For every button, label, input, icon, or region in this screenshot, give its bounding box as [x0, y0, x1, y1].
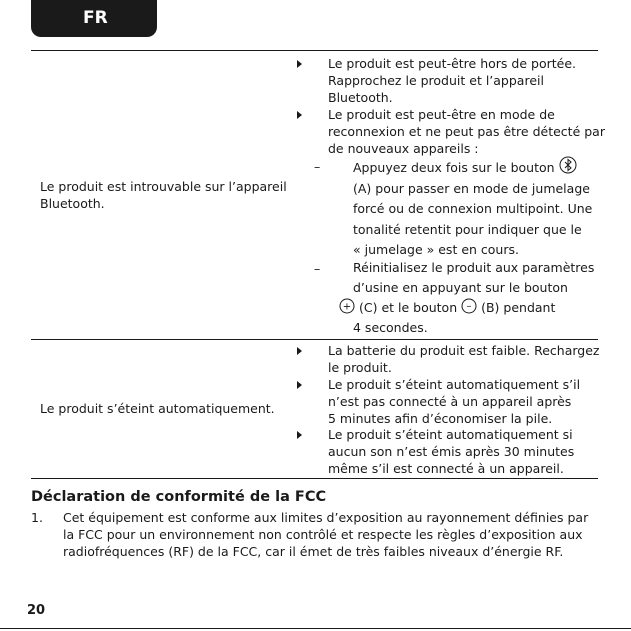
solution-line: aucun son n’est émis après 30 minutes — [328, 444, 575, 459]
solution-line: le produit. — [328, 360, 392, 375]
fcc-section-title: Déclaration de conformité de la FCC — [31, 489, 327, 505]
fcc-line: Cet équipement est conforme aux limites d’exposition au rayonnement définies par — [63, 510, 589, 525]
solution-line: Bluetooth. — [328, 90, 393, 105]
sub-item-line: (A) pour passer en mode de jumelage — [353, 180, 590, 196]
row2-solution-1 — [328, 342, 599, 376]
fcc-item-number: 1. — [31, 510, 43, 525]
svg-text:–: – — [466, 301, 472, 312]
plus-button-icon — [339, 298, 355, 314]
sub-item-line: 4 secondes. — [353, 320, 428, 335]
bullet-icon — [297, 347, 302, 355]
dash-marker: – — [314, 261, 321, 276]
solution-line: 5 minutes afin d’économiser la pile. — [328, 411, 553, 426]
sub-item-line: + (C) et le bouton – (B) pendant — [339, 298, 594, 318]
bluetooth-button-icon — [559, 156, 577, 174]
solution-line: de nouveaux appareils : — [328, 141, 479, 156]
solution-line: Le produit est peut-être hors de portée. — [328, 56, 576, 71]
bullet-icon — [297, 111, 302, 119]
row2-solution-2 — [328, 376, 580, 427]
sub-item-line: forcé ou de connexion multipoint. Une — [353, 201, 593, 216]
row1-solution-1 — [328, 55, 576, 106]
row1-cause-line: Le produit est introuvable sur l’appareil — [40, 179, 287, 194]
solution-line: même s’il est connecté à un appareil. — [328, 461, 564, 476]
sub-item-line: Réinitialisez le produit aux paramètres — [353, 260, 595, 275]
bullet-icon — [297, 381, 302, 389]
row1-solution-2 — [328, 106, 605, 157]
sub-item-line: tonalité retentit pour indiquer que le — [353, 221, 582, 237]
sub-item-line: Appuyez deux fois sur le bouton — [353, 156, 592, 179]
solution-line: Le produit s’éteint automatiquement si — [328, 427, 573, 442]
sub-item-2 — [342, 258, 595, 338]
sub-item-1 — [353, 156, 592, 261]
solution-line: Le produit s’éteint automatiquement s’il — [328, 377, 581, 392]
fcc-item-text — [63, 509, 588, 560]
table-bottom-rule — [31, 478, 598, 479]
footer-rule — [0, 628, 631, 629]
page-number: 20 — [27, 603, 46, 618]
language-tab: FR — [31, 0, 157, 37]
row2-solution-3 — [328, 426, 574, 477]
fcc-line: la FCC pour un environnement non contrôlé et respecte les règles d’exposition aux — [63, 527, 583, 542]
row1-cause-line: Bluetooth. — [40, 196, 105, 211]
bullet-icon — [297, 60, 302, 68]
row2-cause-line: Le produit s’éteint automatiquement. — [40, 401, 275, 416]
solution-line: n’est pas connecté à un appareil après — [328, 394, 572, 409]
bullet-icon — [297, 431, 302, 439]
svg-text:+: + — [342, 301, 352, 313]
solution-line: reconnexion et ne peut pas être détecté par — [328, 124, 605, 139]
sub-item-line: « jumelage » est en cours. — [353, 242, 519, 257]
solution-line: La batterie du produit est faible. Rechargez — [328, 343, 600, 358]
table-row-divider — [31, 339, 598, 340]
minus-button-icon — [461, 298, 477, 314]
table-top-rule — [31, 50, 598, 51]
fcc-line: radiofréquences (RF) de la FCC, car il émet de très faibles niveaux d’énergie RF. — [63, 544, 564, 559]
dash-marker: – — [314, 159, 321, 174]
solution-line: Le produit est peut-être en mode de — [328, 107, 555, 122]
row1-cause — [40, 178, 287, 212]
row2-cause — [40, 400, 275, 417]
solution-line: Rapprochez le produit et l’appareil — [328, 73, 544, 88]
sub-item-line: d’usine en appuyant sur le bouton — [353, 280, 568, 295]
